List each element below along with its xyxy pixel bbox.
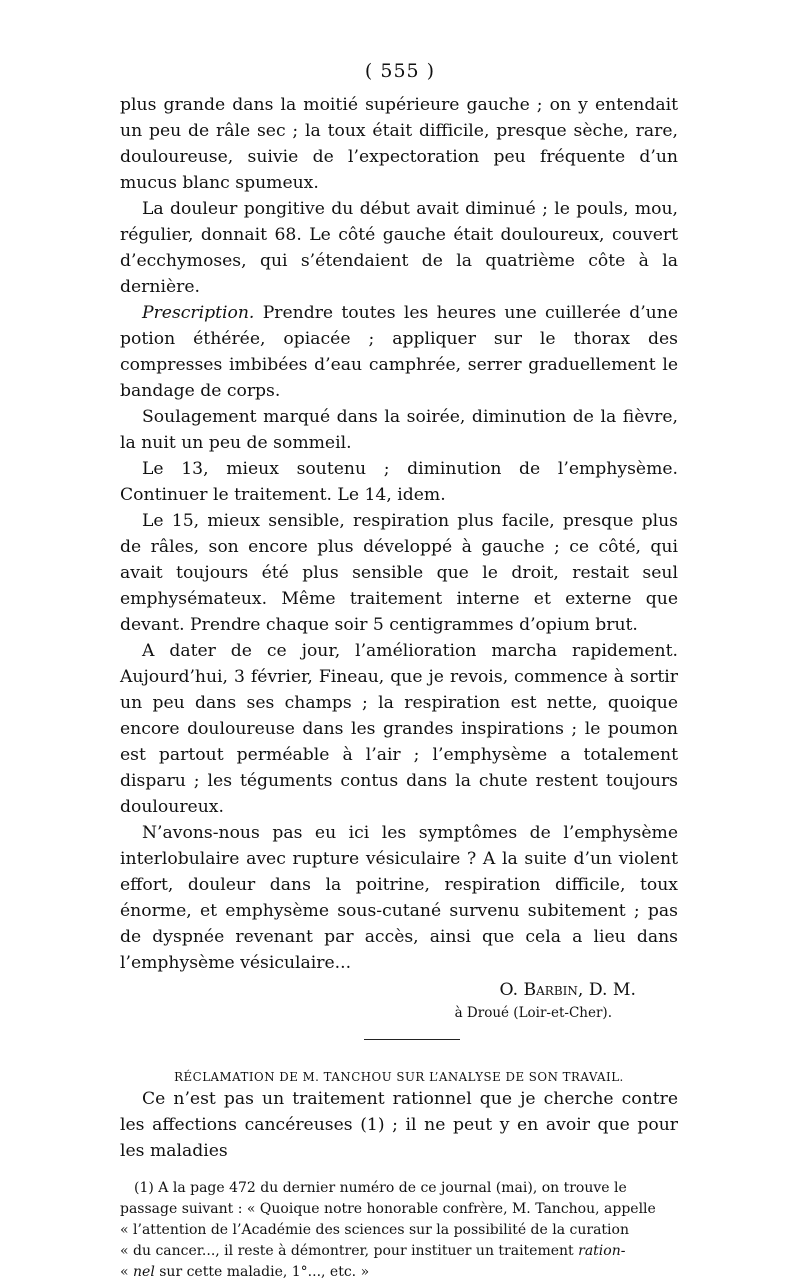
- section-paragraph: Ce n’est pas un traitement rationnel que je cherche contre les affections cancéreuses (1) ; il ne peut y en avoir que pour les maladies: [120, 1089, 678, 1161]
- footnote-line-2: passage suivant : « Quoique notre honorable confrère, M. Tanchou, appelle: [120, 1201, 656, 1217]
- footnote-italic-ration: ration-: [578, 1243, 626, 1259]
- paragraph-1: plus grande dans la moitié supérieure gauche ; on y entendait un peu de râle sec ; la toux était difficile, presque sèche, rare, douloureuse, suivie de l’expectoration peu fréquente d’un mucus blanc spumeux.: [120, 95, 678, 193]
- paragraph-2: La douleur pongitive du début avait diminué ; le pouls, mou, régulier, donnait 68. Le côté gauche était douloureux, couvert d’ecchymoses, qui s’étendaient de la quatrième côte à la dernière.: [120, 199, 678, 297]
- signature-name: [120, 977, 678, 1003]
- article-body: [120, 92, 678, 1283]
- signature-title: , D. M.: [577, 980, 636, 1000]
- paragraph-prescription: [120, 300, 678, 404]
- footnote-line-1: (1) A la page 472 du dernier numéro de ce journal (mai), on trouve le: [134, 1180, 627, 1196]
- footnote-line-4: [120, 1241, 678, 1262]
- prescription-text: Prendre toutes les heures une cuillerée d’une potion éthérée, opiacée ; appliquer sur le thorax des compresses imbibées d’eau camphrée, serrer graduellement le bandage de corps.: [120, 303, 678, 401]
- footnote-line-5-rest: sur cette maladie, 1°..., etc. »: [154, 1264, 370, 1280]
- paragraph-5: Le 13, mieux soutenu ; diminution de l’emphysème. Continuer le traitement. Le 14, idem.: [120, 459, 678, 505]
- signature-initial: O.: [499, 980, 519, 1000]
- footnote-line-4-text: « du cancer..., il reste à démontrer, pour instituer un traitement: [120, 1243, 574, 1259]
- paragraph-4: Soulagement marqué dans la soirée, diminution de la fièvre, la nuit un peu de sommeil.: [120, 407, 678, 453]
- paragraph-6: Le 15, mieux sensible, respiration plus facile, presque plus de râles, son encore plus développé à gauche ; ce côté, qui avait toujours été plus sensible que le droit, restait seul emphysémateux. Même traitement interne et externe que devant. Prendre chaque soir 5 centigrammes d’opium brut.: [120, 511, 678, 635]
- section-divider: [364, 1039, 460, 1040]
- page-number: ( 555 ): [364, 60, 436, 82]
- paragraph-7: A dater de ce jour, l’amélioration marcha rapidement. Aujourd’hui, 3 février, Fineau, que je revois, commence à sortir un peu dans ses champs ; la respiration est nette, quoique encore douloureuse dans les grandes inspirations ; le poumon est partout perméable à l’air ; l’emphysème a totalement disparu ; les téguments contus dans la chute restent toujours douloureux.: [120, 641, 678, 817]
- footnote-italic-nel: nel: [133, 1264, 155, 1280]
- signature-place: à Droué (Loir-et-Cher).: [454, 1005, 612, 1021]
- footnote-line-5: [120, 1262, 678, 1283]
- footnote: [120, 1178, 678, 1283]
- footnote-line-3: « l’attention de l’Académie des sciences sur la possibilité de la curation: [120, 1222, 629, 1238]
- prescription-label: Prescription.: [142, 303, 255, 323]
- signature-surname: Barbin: [523, 980, 578, 1000]
- section-title: RÉCLAMATION DE M. TANCHOU SUR L’ANALYSE DE SON TRAVAIL.: [174, 1070, 624, 1084]
- footnote-line-5-prefix: «: [120, 1264, 134, 1280]
- paragraph-8: N’avons-nous pas eu ici les symptômes de l’emphysème interlobulaire avec rupture vésiculaire ? A la suite d’un violent effort, douleur dans la poitrine, respiration difficile, toux énorme, et emphysème sous-cutané survenu subitement ; pas de dyspnée revenant par accès, ainsi que cela a lieu dans l’emphysème vésiculaire...: [120, 823, 678, 973]
- signature-block: [120, 977, 678, 1023]
